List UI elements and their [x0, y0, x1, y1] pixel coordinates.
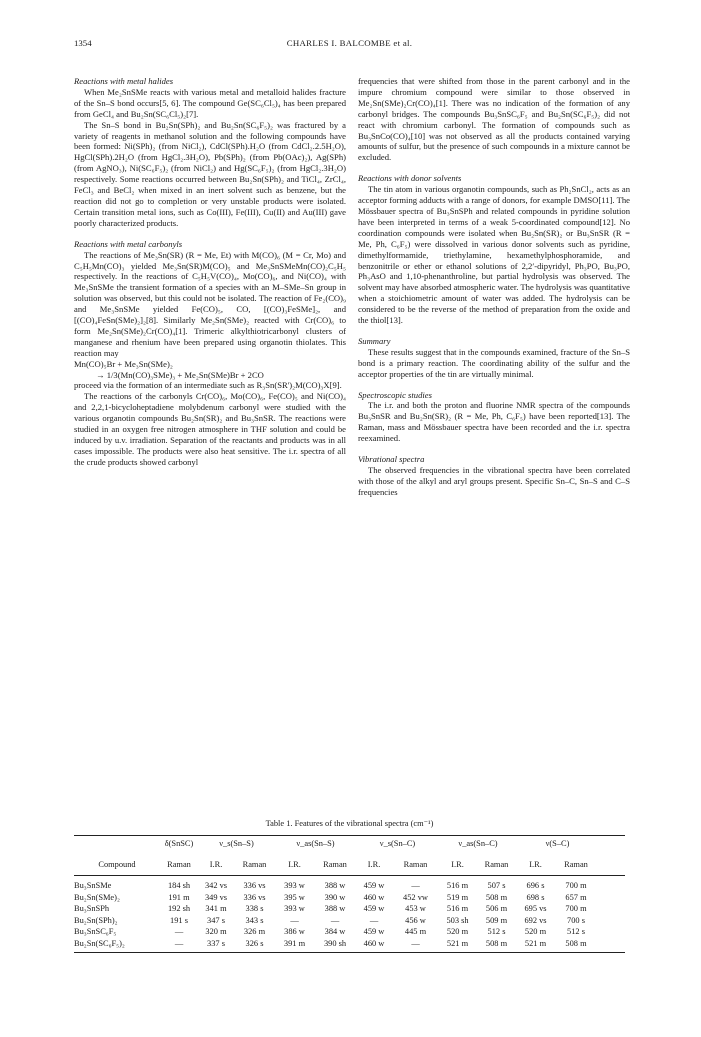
running-head: CHARLES I. BALCOMBE et al. [286, 38, 413, 48]
table-column-header: I.R. [288, 860, 301, 869]
table-column-header: Raman [167, 860, 191, 869]
equation-line: → 1/3(Mn(CO)₃SMe)₃ + Me₂Sn(SMe)Br + 2CO [96, 369, 264, 380]
table-cell: 508 m [565, 938, 587, 948]
table-cell: 386 w [284, 927, 305, 936]
table-cell: 506 m [485, 904, 508, 913]
table-cell: 700 s [567, 915, 585, 925]
table-cell: 343 s [245, 915, 264, 925]
body-paragraph: The reactions of the carbonyls Cr(CO)₆, Mo(CO)₆, Fe(CO)₅ and Ni(CO)₄ and 2,2,1-bicycloheptadiene molybdenum carbonyl were studied with the various organotin compounds Bu₂Sn(SR)₂ and Bu₃SnSR. The reactions were studied in an oxygen free nitrogen atmosphere in THF solution and could be induced by u.v. irradiation. Separation of the reactants and products was in all cases impossible. The products were also heat sensitive. The i.r. spectra of all the crude products showed carbonyl [74, 391, 346, 467]
table-cell: 700 m [565, 881, 587, 890]
body-paragraph: The i.r. and both the proton and fluorine NMR spectra of the compounds Bu₃SnSR and Bu₂Sn(SR)₂ (R = Me, Ph, C₆F₅) have been reported[13]. The Raman, mass and Mössbauer spectra have been recorded and the i.r. spectra reexamined. [358, 400, 630, 444]
table-row-label: Bu₃SnSC₆F₅ [74, 927, 117, 936]
table-column-header: Raman [323, 860, 347, 869]
table-cell: 509 m [485, 915, 508, 925]
table-cell: 698 s [526, 892, 545, 902]
table-cell: 337 s [207, 938, 225, 948]
table-cell: 320 m [205, 927, 227, 936]
table-cell: 519 m [446, 892, 469, 902]
table-cell: 342 vs [204, 881, 228, 890]
table-column-header: I.R. [529, 860, 542, 869]
section-heading: Reactions with metal carbonyls [74, 238, 183, 249]
table-row-label: Bu₃SnSPh [74, 904, 110, 913]
table-cell: 459 w [363, 927, 385, 936]
table-cell: 508 m [485, 892, 508, 902]
table-cell: 512 s [487, 927, 506, 936]
table-cell: — [174, 938, 184, 948]
table-cell: 516 m [446, 904, 469, 913]
table-group-header: ν_s(Sn–C) [379, 839, 416, 848]
table-cell: 692 vs [524, 915, 547, 925]
table-cell: 191 s [170, 915, 188, 925]
table-group-header: ν_as(Sn–S) [296, 839, 335, 848]
table-cell: — [330, 915, 340, 925]
section-heading: Summary [358, 335, 391, 346]
table-cell: 390 w [324, 892, 346, 902]
table-cell: 521 m [524, 938, 547, 948]
table-cell: 393 w [284, 881, 305, 890]
section-heading: Reactions with metal halides [74, 76, 174, 86]
body-paragraph: frequencies that were shifted from those in the parent carbonyl and in the impure chromium compound were similar to those observed in Me₂Sn(SMe)₂Cr(CO)₄[1]. There was no indication of the formation of any carbonyl bridges. The compounds Bu₃SnSC₆F₅ and Bu₂Sn(SC₆F₅)₂ did not react with chromium carbonyl. The formation of compounds such as Bu₃SnCo(CO)₄[10] was not observed as all the products contained varying amounts of sulfur, but the presence of such compounds in a mixture cannot be excluded. [358, 76, 630, 163]
table-caption: Table 1. Features of the vibrational spectra (cm⁻¹) [265, 819, 434, 828]
table-cell: 347 s [207, 915, 225, 925]
table-grid [74, 835, 625, 985]
table-cell: 388 w [324, 881, 346, 890]
table-cell: 520 m [524, 927, 547, 936]
table-group-header: ν_s(Sn–S) [219, 839, 254, 848]
table-cell: 336 vs [243, 892, 266, 902]
page-number: 1354 [74, 38, 92, 48]
table-cell: 516 m [446, 881, 469, 890]
table-cell: 341 m [205, 904, 227, 913]
table-cell: 700 m [565, 904, 587, 913]
body-paragraph: The Sn–S bond in Bu₂Sn(SPh)₂ and Bu₂Sn(SC₆F₅)₂ was fractured by a variety of reagents in methanol solution and the following compounds have been formed: Ni(SPh)₂ (from NiCl₂), CdCl(SPh).H₂O (from CdCl₂.2.5H₂O), HgCl(SPh).2H₂O (from HgCl₂.3H₂O), Pb(SPh)₂ (from Pb(OAc)₂), Ag(SPh) (from AgNO₃), Ni(SC₆F₅)₂ (from NiCl₂) and Hg(SC₆F₅)₂ (from HgCl₂.3H₂O) respectively. Some reactions occurred between Bu₂Sn(SPh)₂ and TiCl₄, ZrCl₄, FeCl₃ and BeCl₂ when mixed in an inert solvent such as benzene, but the reaction did not go to completion or very unstable products were isolated. Certain transition metal ions, such as Co(III), Fe(III), Cu(II) and Au(III) gave poorly characterized products. [74, 119, 346, 228]
body-paragraph: proceed via the formation of an intermediate such as R₃Sn(SR')₂M(CO)₃X[9]. [74, 380, 342, 391]
table-cell: 191 m [168, 892, 190, 902]
body-paragraph: The tin atom in various organotin compounds, such as Ph₂SnCl₂, acts as an acceptor forming adducts with a range of donors, for example DMSO[11]. The Mössbauer spectra of Bu₃SnSPh and related compounds in pyridine solution have been interpreted in terms of a weak 5-coordinated compound[12]. No coordination compounds were isolated when Bu₂Sn(SR)₂ or Bu₃SnSR (R = Me, Ph, C₆F₅) were dissolved in various donor solvents such as pyridine, dimethylformamide, triethylamine, hexamethylphosphoramide, and benzonitrile or ether or ethanol solutions of 2,2′-dipyridyl, Ph₃PO, Bu₃PO, Ph₃AsO and 1,10-phenanthroline, but partial hydrolysis was observed. The solvent may have absorbed atmospheric water. The hydrolysis was quantitative when a stoichiometric amount of water was added. The hydrolysis can be considered to be the reverse of the method of preparation from the oxide and the thiol[13]. [358, 184, 630, 326]
table-cell: 390 sh [323, 938, 347, 948]
table-cell: 452 vw [403, 892, 428, 902]
table-group-header: δ(SnSC) [164, 839, 194, 848]
table-cell: 192 sh [167, 904, 191, 913]
table-row-label: Bu₂Sn(SMe)₂ [74, 892, 120, 902]
table-cell: — [411, 938, 420, 948]
table-cell: 508 m [485, 938, 508, 948]
body-paragraph: The observed frequencies in the vibrational spectra have been correlated with those of the alkyl and aryl groups present. Specific Sn–C, Sn–S and C–S frequencies [358, 465, 630, 497]
table-top-rule [74, 835, 625, 836]
table-cell: — [411, 881, 420, 890]
table-column-header: Compound [98, 860, 136, 869]
vibrational-spectra-table [74, 818, 625, 985]
table-cell: 388 w [324, 904, 346, 913]
section-heading: Vibrational spectra [358, 454, 425, 465]
section-heading: Spectroscopic studies [358, 389, 432, 400]
table-cell: 657 m [565, 892, 587, 902]
table-cell: 520 m [446, 927, 469, 936]
table-cell: — [369, 915, 379, 925]
table-cell: 336 vs [243, 881, 266, 890]
table-row-label: Bu₃SnSMe [74, 881, 112, 890]
table-row-label: Bu₂Sn(SC₆F₅)₂ [74, 938, 125, 948]
table-cell: 460 w [363, 938, 385, 948]
table-cell: 184 sh [167, 881, 191, 890]
table-cell: 395 w [284, 892, 305, 902]
table-cell: 391 m [283, 938, 306, 948]
table-cell: 456 w [405, 915, 426, 925]
table-cell: 507 s [487, 881, 506, 890]
table-cell: 349 vs [204, 892, 228, 902]
table-cell: 326 m [243, 927, 266, 936]
table-cell: 695 vs [524, 904, 547, 913]
table-cell: 338 s [245, 904, 264, 913]
table-cell: — [174, 927, 184, 936]
table-column-header: I.R. [209, 860, 223, 869]
table-cell: 393 w [284, 904, 305, 913]
table-cell: 503 sh [446, 915, 469, 925]
table-cell: 460 w [363, 892, 385, 902]
table-bottom-rule [74, 952, 625, 953]
table-group-header: ν_as(Sn–C) [458, 839, 498, 848]
table-cell: 445 m [404, 927, 427, 936]
table-cell: 512 s [567, 927, 585, 936]
table-cell: 521 m [446, 938, 469, 948]
section-heading: Reactions with donor solvents [358, 173, 462, 184]
body-paragraph: These results suggest that in the compounds examined, fracture of the Sn–S bond is a primary reaction. The coordinating ability of the sulfur and the acceptor properties of the tin are virtually minimal. [358, 346, 630, 379]
table-cell: 696 s [526, 881, 545, 890]
equation-line: Mn(CO)₅Br + Me₃Sn(SMe)₂ [74, 358, 173, 369]
table-column-header: Raman [484, 860, 509, 869]
body-paragraph: When Me₂SnSMe reacts with various metal and metalloid halides fracture of the Sn–S bond occurs[5, 6]. The compound Ge(SC₆Cl₅)₄ has been prepared from GeCl₄ and Bu₂Sn(SC₆Cl₅)₂[7]. [74, 86, 346, 119]
table-cell: — [290, 915, 299, 925]
table-column-header: I.R. [451, 860, 464, 869]
table-cell: 459 w [363, 881, 385, 890]
left-column [74, 76, 346, 468]
table-row-label: Bu₂Sn(SPh)₂ [74, 915, 118, 925]
table-cell: 453 w [405, 904, 426, 913]
body-paragraph: The reactions of Me₃Sn(SR) (R = Me, Et) with M(CO)₆ (M = Cr, Mo) and C₅H₅Mn(CO)₃ yielded Me₃Sn(SR)M(CO)₅ and Me₃SnSMeMn(CO)₂C₅H₅ respectively. In the reactions of C₅H₅V(CO)₄, Mo(CO)₆, and Ni(CO)₄ with Me₃SnSMe the transient formation of a species with an M–SMe–Sn group in solution was observed, but this could not be isolated. The reaction of Fe₂(CO)₉ and Me₃SnSMe yielded Fe(CO)₅, CO, [(CO)₃FeSMe]₂, and [(CO)₄FeSn(SMe)₂]₂[8]. Similarly Me₂Sn(SMe)₂ reacted with Cr(CO)₆ to form Me₂Sn(SMe)₂Cr(CO)₄[1]. Trimeric alkylthiotricarbonyl clusters of manganese and rhenium have been prepared using organotin thiolates. This reaction may [74, 249, 346, 358]
right-column [358, 76, 630, 498]
table-column-header: Raman [564, 860, 588, 869]
table-column-header: Raman [403, 860, 428, 869]
table-cell: 384 w [324, 927, 346, 936]
table-header-rule [74, 875, 625, 876]
table-column-header: Raman [242, 860, 267, 869]
table-column-header: I.R. [367, 860, 381, 869]
table-cell: 459 w [363, 904, 385, 913]
table-group-header: ν(S–C) [545, 839, 570, 848]
table-cell: 326 s [245, 938, 264, 948]
